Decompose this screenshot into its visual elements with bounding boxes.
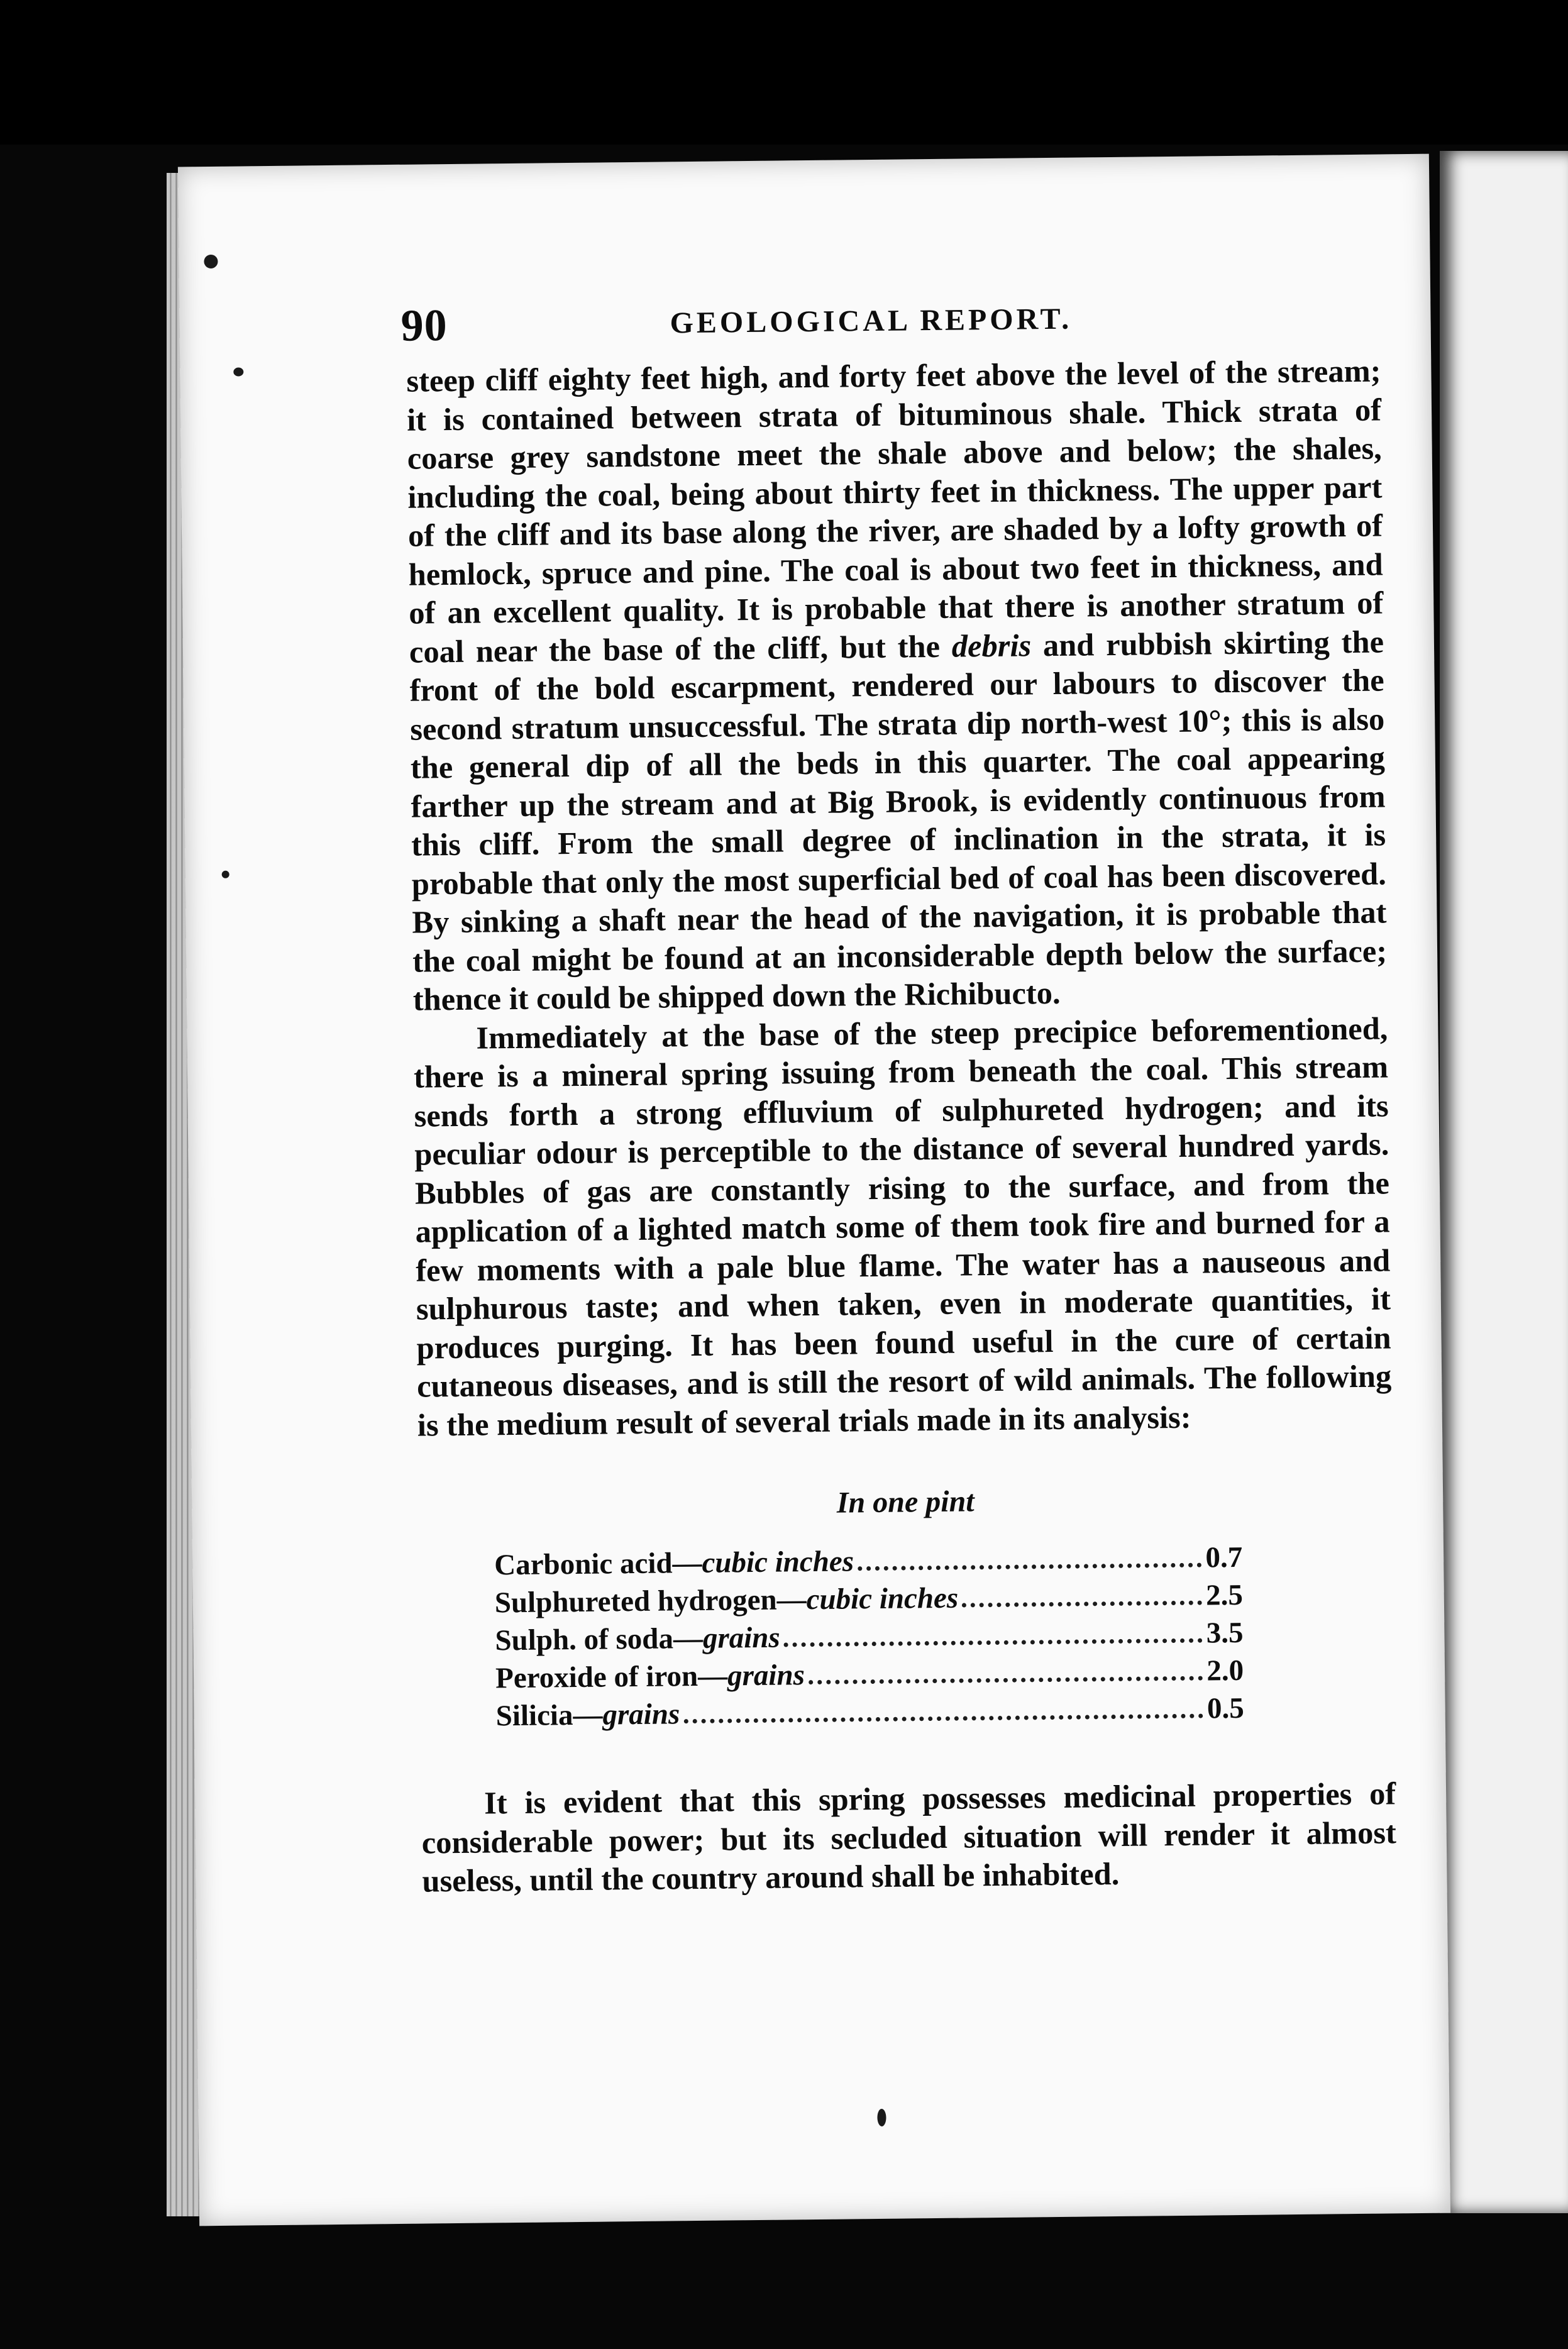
page-number: 90 bbox=[400, 300, 448, 351]
analysis-value: 2.0 bbox=[1206, 1654, 1244, 1688]
analysis-unit: grains bbox=[702, 1621, 780, 1655]
facing-page-edge bbox=[1440, 151, 1568, 2213]
italic-term: debris bbox=[951, 627, 1032, 664]
ink-speck bbox=[233, 367, 243, 376]
paragraph-coal-cliff bbox=[406, 351, 1388, 1019]
paragraph-conclusion: It is evident that this spring possesses medicinal properties of considerable power; but its secluded situation will render it almost useless, until the country around shall be inhabited. bbox=[421, 1776, 1397, 1899]
dot-leader bbox=[858, 1563, 1201, 1571]
scan-top-border bbox=[0, 0, 1568, 145]
analysis-value: 0.5 bbox=[1206, 1691, 1244, 1725]
analysis-unit: cubic inches bbox=[806, 1581, 959, 1617]
running-head: GEOLOGICAL REPORT. bbox=[670, 302, 1073, 340]
dot-leader bbox=[784, 1639, 1203, 1647]
analysis-title: In one pint bbox=[836, 1484, 974, 1520]
analysis-row bbox=[495, 1689, 1244, 1735]
dot-leader bbox=[683, 1714, 1203, 1724]
ink-speck bbox=[877, 2109, 886, 2126]
analysis-substance: Sulphureted hydrogen— bbox=[494, 1583, 807, 1620]
analysis-unit: grains bbox=[727, 1659, 805, 1693]
analysis-unit: grains bbox=[602, 1698, 680, 1732]
dot-leader bbox=[962, 1601, 1202, 1608]
analysis-value: 3.5 bbox=[1206, 1616, 1244, 1650]
analysis-substance: Peroxide of iron— bbox=[495, 1659, 728, 1695]
analysis-substance: Sulph. of soda— bbox=[495, 1622, 704, 1657]
dot-leader bbox=[809, 1676, 1203, 1685]
analysis-value: 0.7 bbox=[1205, 1540, 1243, 1574]
page-content bbox=[400, 289, 1397, 1901]
analysis-unit: cubic inches bbox=[702, 1545, 854, 1579]
analysis-value: 2.5 bbox=[1205, 1578, 1244, 1612]
ink-speck bbox=[222, 871, 229, 878]
paragraph-text: steep cliff eighty feet high, and forty feet above the level of the stream; it is contained between strata of bituminous shale. Thick strata of coarse grey sandstone meet the shale above and below; the shales, including the coal, being about thirty feet in thickness. The upper part of the cliff and its base along the river, are shaded by a lofty growth of hemlock, spruce and pine. The coal is about two feet in thickness, and of an excellent quality. It is probable that there is another stratum of coal near the base of the cliff, but the bbox=[406, 353, 1384, 670]
analysis-table bbox=[494, 1539, 1244, 1735]
ink-speck bbox=[204, 255, 218, 268]
analysis-substance: Silicia— bbox=[495, 1698, 603, 1733]
page-header bbox=[400, 289, 1381, 359]
book-page bbox=[178, 154, 1450, 2226]
paragraph-text: and rubbish skirting the front of the bold escarpment, rendered our labours to discover the second stratum unsuccessful. The strata dip north-west 10°; this is also the general dip of all the beds in this quarter. The coal appearing farther up the stream and at Big Brook, is evidently continuous from this cliff. From the small degree of inclination in the strata, it is probable that only the most superficial bed of coal has been discovered. By sinking a shaft near the head of the navigation, it is probable that the coal might be found at an inconsiderable depth below the surface; thence it could be shipped down the Richibucto. bbox=[409, 623, 1388, 1017]
analysis-substance: Carbonic acid— bbox=[494, 1546, 702, 1582]
paragraph-mineral-spring: Immediately at the base of the steep precipice beforementioned, there is a mineral spring issuing from beneath the coal. This stream sends forth a strong effluvium of sulphureted hydrogen; and its peculiar odour is perceptible to the distance of several hundred yards. Bubbles of gas are constantly rising to the surface, and from the application of a lighted match some of them took fire and burned for a few moments with a pale blue flame. The water has a nauseous and sulphurous taste; and when taken, even in moderate quantities, it produces purging. It has been found useful in the cure of certain cutaneous diseases, and is still the resort of wild animals. The following is the medium result of several trials made in its analysis: bbox=[413, 1010, 1392, 1443]
